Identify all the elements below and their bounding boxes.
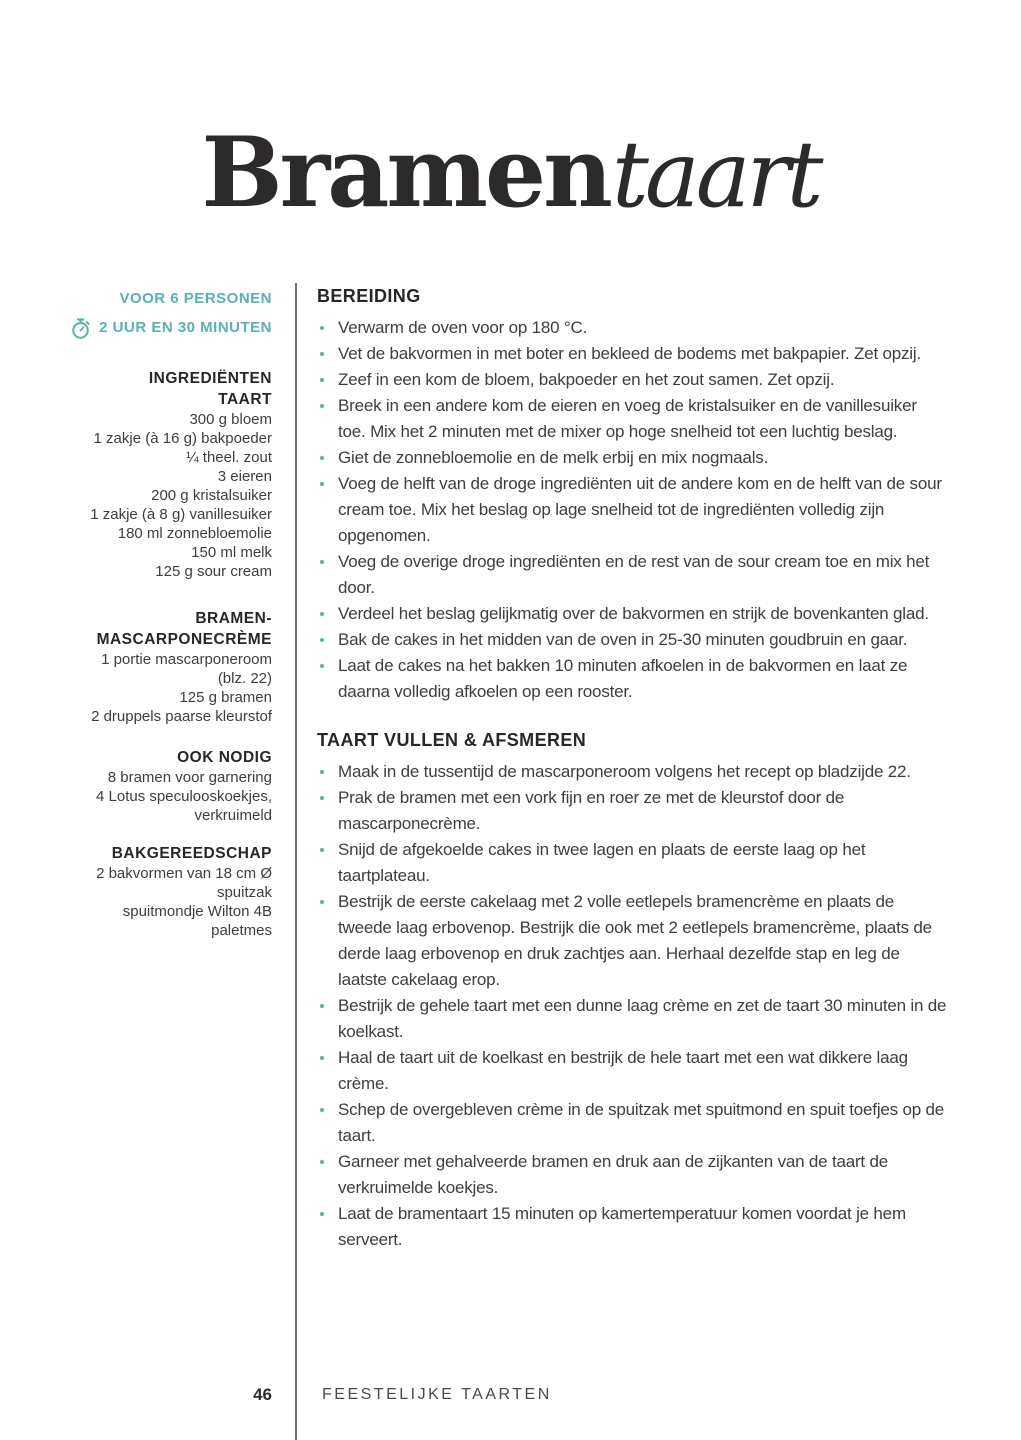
section-heading: INGREDIËNTEN <box>148 370 272 387</box>
step-item: Bestrijk de eerste cakelaag met 2 volle eetlepels bramencrème en plaats de tweede laag erbovenop. Bestrijk die ook met 2 eetlepels bramencrème, plaats de derde laag erbovenop en druk zachtjes aan. Herhaal dezelfde stap en leg de laatste cakelaag erop. <box>317 889 947 993</box>
servings-label: VOOR 6 PERSONEN <box>119 290 272 307</box>
ingredient-item: ¼ theel. zout <box>186 449 272 466</box>
ingredients-section <box>34 368 272 581</box>
page-title-serif: Bramen <box>201 116 610 229</box>
ingredient-item: 125 g sour cream <box>155 563 272 580</box>
ingredient-item: 300 g bloem <box>189 411 272 428</box>
step-item: Bestrijk de gehele taart met een dunne laag crème en zet de taart 30 minuten in de koelkast. <box>317 993 947 1045</box>
step-item: Snijd de afgekoelde cakes in twee lagen en plaats de eerste laag op het taartplateau. <box>317 837 947 889</box>
instructions-column <box>317 285 947 1253</box>
equipment-item: spuitmondje Wilton 4B <box>122 903 272 920</box>
time-row <box>34 316 272 340</box>
section-heading: OOK NODIG <box>177 749 272 766</box>
page-title <box>0 116 1021 229</box>
ingredient-item: 1 zakje (à 16 g) bakpoeder <box>93 430 272 447</box>
equipment-item: paletmes <box>211 922 272 939</box>
ingredient-item: 1 portie mascarponeroom <box>101 651 272 668</box>
ingredient-item: 4 Lotus speculooskoekjes, <box>96 788 272 805</box>
step-item: Zeef in een kom de bloem, bakpoeder en het zout samen. Zet opzij. <box>317 367 947 393</box>
section-heading: TAART VULLEN & AFSMEREN <box>317 730 587 750</box>
ingredient-item: 200 g kristalsuiker <box>151 487 272 504</box>
page-title-script: taart <box>611 121 820 228</box>
ingredient-item: (blz. 22) <box>217 670 272 687</box>
step-item: Voeg de overige droge ingrediënten en de rest van de sour cream toe en mix het door. <box>317 549 947 601</box>
also-needed-section <box>34 747 272 825</box>
prep-time-label: 2 UUR EN 30 MINUTEN <box>99 319 272 336</box>
section-heading: BRAMEN- <box>195 610 272 627</box>
equipment-item: spuitzak <box>216 884 272 901</box>
assembly-section <box>317 729 947 1253</box>
equipment-section <box>34 843 272 940</box>
ingredient-item: 180 ml zonnebloemolie <box>117 525 272 542</box>
column-divider <box>295 283 297 1440</box>
ingredient-item: 3 eieren <box>217 468 272 485</box>
stopwatch-icon <box>69 317 92 340</box>
step-item: Haal de taart uit de koelkast en bestrijk de hele taart met een wat dikkere laag crème. <box>317 1045 947 1097</box>
section-heading: MASCARPONECRÈME <box>96 631 272 648</box>
step-list <box>317 759 947 1253</box>
section-heading: BEREIDING <box>317 286 421 306</box>
ingredient-item: 8 bramen voor garnering <box>107 769 272 786</box>
preparation-section <box>317 285 947 705</box>
section-subheading: TAART <box>218 391 272 408</box>
mascarpone-section <box>34 608 272 726</box>
ingredient-item: 2 druppels paarse kleurstof <box>91 708 272 725</box>
equipment-item: 2 bakvormen van 18 cm Ø <box>96 865 272 882</box>
book-title: FEESTELIJKE TAARTEN <box>322 1386 552 1403</box>
step-item: Verwarm de oven voor op 180 °C. <box>317 315 947 341</box>
step-list <box>317 315 947 705</box>
ingredient-item: 1 zakje (à 8 g) vanillesuiker <box>90 506 272 523</box>
step-item: Prak de bramen met een vork fijn en roer ze met de kleurstof door de mascarponecrème. <box>317 785 947 837</box>
step-item: Verdeel het beslag gelijkmatig over de bakvormen en strijk de bovenkanten glad. <box>317 601 947 627</box>
ingredient-item: verkruimeld <box>194 807 272 824</box>
step-item: Garneer met gehalveerde bramen en druk aan de zijkanten van de taart de verkruimelde koekjes. <box>317 1149 947 1201</box>
step-item: Schep de overgebleven crème in de spuitzak met spuitmond en spuit toefjes op de taart. <box>317 1097 947 1149</box>
step-item: Breek in een andere kom de eieren en voeg de kristalsuiker en de vanillesuiker toe. Mix het 2 minuten met de mixer op hoge snelheid tot een luchtig beslag. <box>317 393 947 445</box>
page-number: 46 <box>253 1385 272 1404</box>
step-item: Vet de bakvormen in met boter en bekleed de bodems met bakpapier. Zet opzij. <box>317 341 947 367</box>
sidebar <box>34 290 272 940</box>
step-item: Laat de cakes na het bakken 10 minuten afkoelen in de bakvormen en laat ze daarna volledig afkoelen op een rooster. <box>317 653 947 705</box>
step-item: Voeg de helft van de droge ingrediënten uit de andere kom en de helft van de sour cream toe. Mix het beslag op lage snelheid tot de ingrediënten volledig zijn opgenomen. <box>317 471 947 549</box>
step-item: Bak de cakes in het midden van de oven in 25-30 minuten goudbruin en gaar. <box>317 627 947 653</box>
ingredient-item: 125 g bramen <box>179 689 272 706</box>
step-item: Laat de bramentaart 15 minuten op kamertemperatuur komen voordat je hem serveert. <box>317 1201 947 1253</box>
section-heading: BAKGEREEDSCHAP <box>111 845 272 862</box>
ingredient-item: 150 ml melk <box>191 544 272 561</box>
step-item: Maak in de tussentijd de mascarponeroom volgens het recept op bladzijde 22. <box>317 759 947 785</box>
step-item: Giet de zonnebloemolie en de melk erbij en mix nogmaals. <box>317 445 947 471</box>
